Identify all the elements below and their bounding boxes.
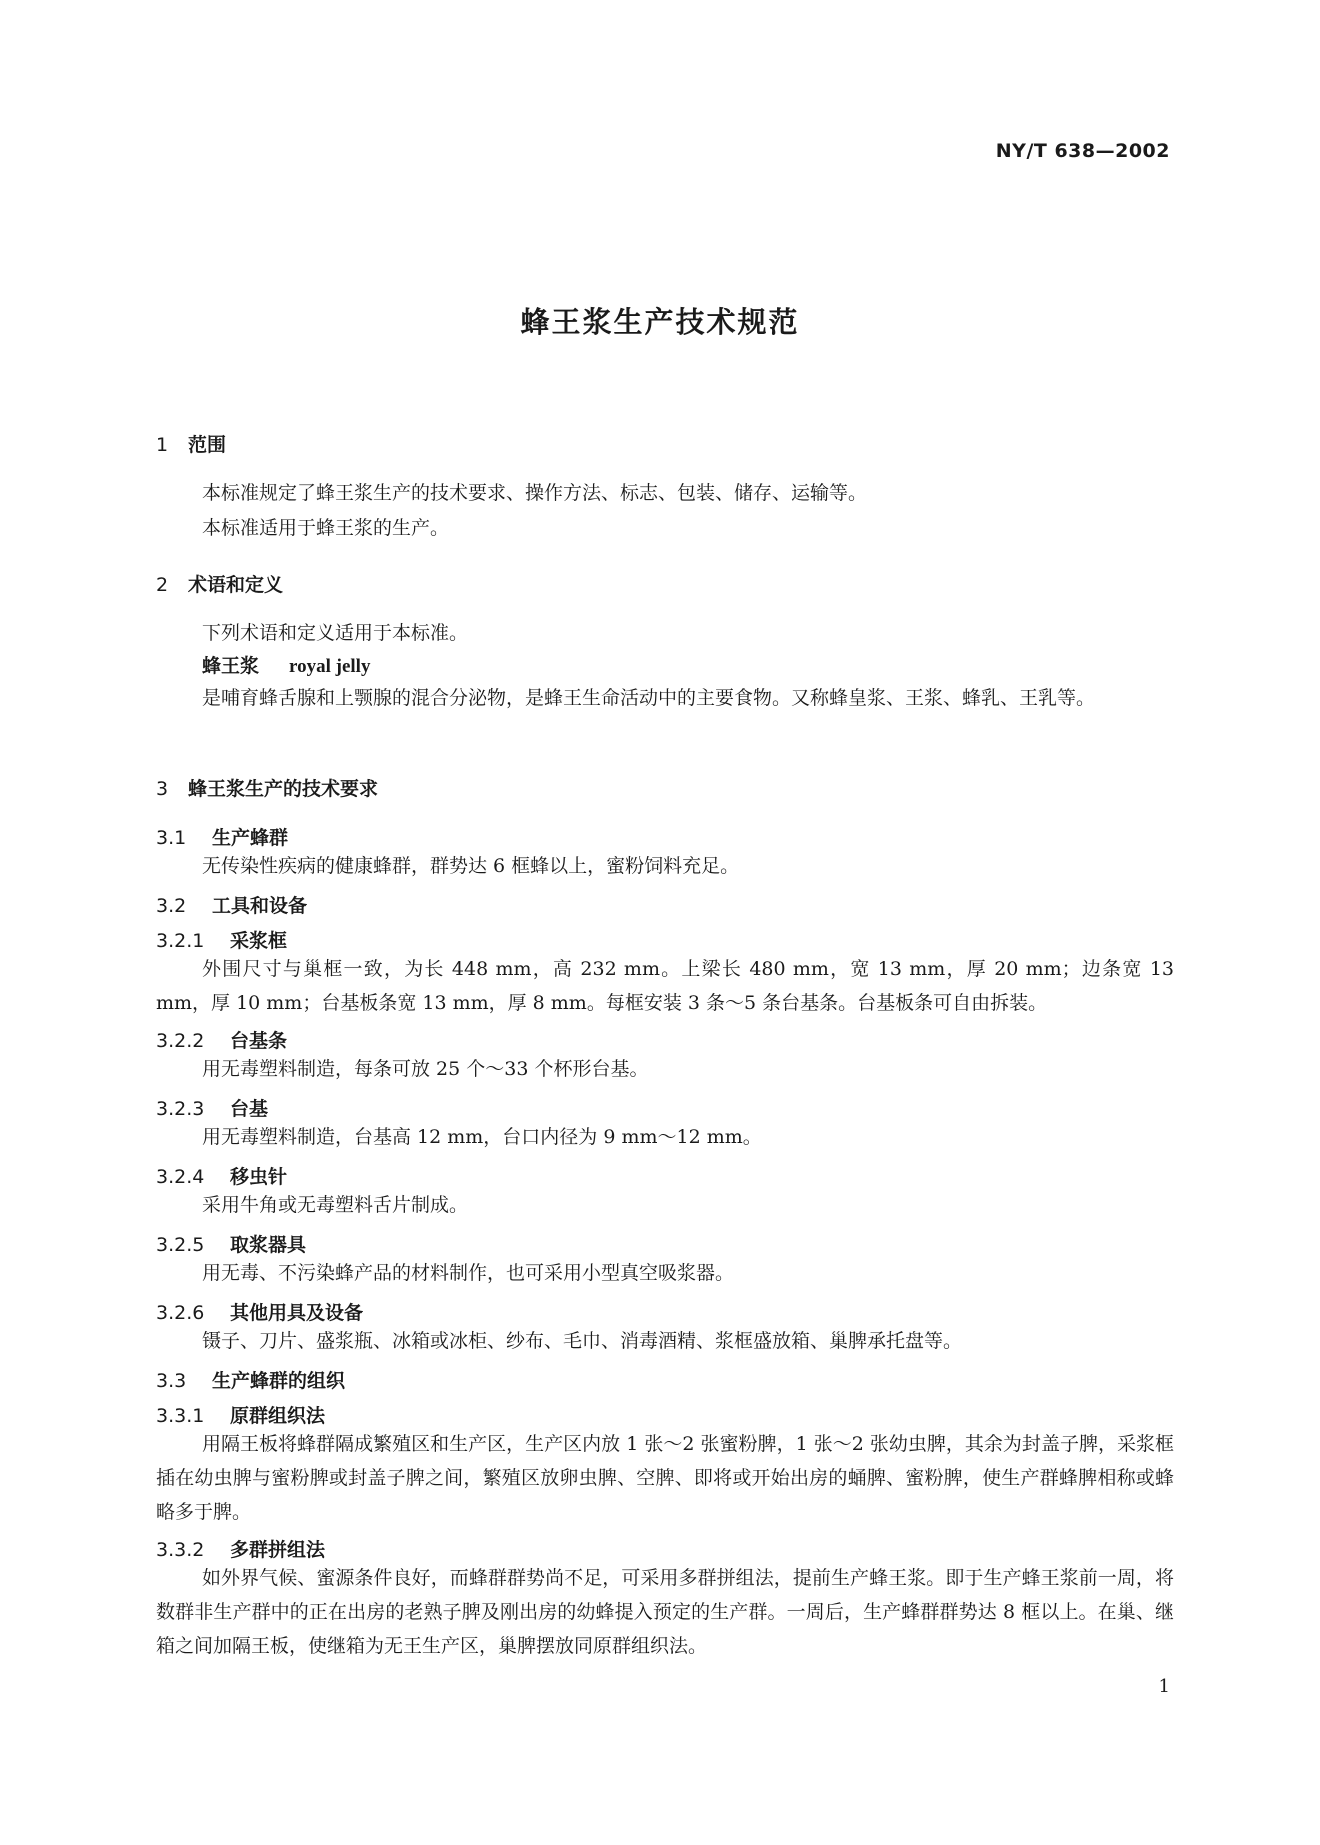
section-3-2-heading	[156, 891, 307, 918]
section-title: 工具和设备	[212, 895, 308, 917]
section-number: 3.2.1	[156, 930, 205, 952]
section-3-2-6-heading	[156, 1298, 363, 1325]
section-title: 术语和定义	[188, 574, 284, 596]
section-number: 3.1	[156, 827, 187, 849]
standard-code: NY/T 638—2002	[995, 140, 1170, 162]
section-2-heading	[156, 570, 283, 597]
section-number: 3.2	[156, 895, 187, 917]
section-number: 1	[156, 434, 169, 456]
section-number: 3.2.2	[156, 1030, 205, 1052]
section-title: 移虫针	[230, 1166, 288, 1188]
section-3-3-1-heading	[156, 1401, 325, 1428]
section-title: 多群拼组法	[230, 1539, 326, 1561]
paragraph: 本标准规定了蜂王浆生产的技术要求、操作方法、标志、包装、储存、运输等。	[202, 482, 868, 504]
section-1-heading	[156, 430, 226, 457]
section-title: 生产蜂群	[212, 827, 289, 849]
section-3-2-4-heading	[156, 1162, 287, 1189]
section-title: 原群组织法	[230, 1405, 326, 1427]
section-title: 采浆框	[230, 930, 288, 952]
paragraph: 用无毒塑料制造，台基高 12 mm，台口内径为 9 mm～12 mm。	[202, 1126, 762, 1148]
section-title: 范围	[188, 434, 227, 456]
document-title: 蜂王浆生产技术规范	[520, 305, 800, 339]
section-3-2-3-heading	[156, 1094, 268, 1121]
section-3-2-5-heading	[156, 1230, 306, 1257]
section-title: 生产蜂群的组织	[212, 1370, 346, 1392]
section-3-2-2-heading	[156, 1026, 287, 1053]
paragraph: 下列术语和定义适用于本标准。	[202, 622, 469, 644]
section-number: 3	[156, 778, 169, 800]
paragraph: 用无毒塑料制造，每条可放 25 个～33 个杯形台基。	[202, 1058, 649, 1080]
term-definition: 是哺育蜂舌腺和上颚腺的混合分泌物，是蜂王生命活动中的主要食物。又称蜂皇浆、王浆、蜂乳、王乳等。	[202, 687, 1096, 709]
section-title: 取浆器具	[230, 1234, 307, 1256]
section-number: 3.2.5	[156, 1234, 205, 1256]
paragraph: 镊子、刀片、盛浆瓶、冰箱或冰柜、纱布、毛巾、消毒酒精、浆框盛放箱、巢脾承托盘等。	[202, 1330, 963, 1352]
section-title: 蜂王浆生产的技术要求	[188, 778, 379, 800]
paragraph: 本标准适用于蜂王浆的生产。	[202, 517, 450, 539]
section-number: 2	[156, 574, 169, 596]
section-title: 台基	[230, 1098, 269, 1120]
section-number: 3.3	[156, 1370, 187, 1392]
paragraph: 无传染性疾病的健康蜂群，群势达 6 框蜂以上，蜜粉饲料充足。	[202, 855, 740, 877]
paragraph: 用无毒、不污染蜂产品的材料制作，也可采用小型真空吸浆器。	[202, 1262, 735, 1284]
section-number: 3.3.1	[156, 1405, 205, 1427]
term-english: royal jelly	[289, 656, 371, 677]
section-3-3-heading	[156, 1366, 345, 1393]
section-3-2-1-heading	[156, 926, 287, 953]
section-number: 3.2.3	[156, 1098, 205, 1120]
section-3-1-heading	[156, 823, 288, 850]
section-number: 3.3.2	[156, 1539, 205, 1561]
section-number: 3.2.6	[156, 1302, 205, 1324]
page-number: 1	[1158, 1676, 1170, 1697]
section-title: 台基条	[230, 1030, 288, 1052]
paragraph: 用隔王板将蜂群隔成繁殖区和生产区，生产区内放 1 张～2 张蜜粉脾，1 张～2 张幼虫脾，其余为封盖子脾，采浆框插在幼虫脾与蜜粉脾或封盖子脾之间，繁殖区放卵虫脾、空脾、即将或开始出房的蛹脾、蜜粉脾，使生产群蜂脾相称或蜂略多于脾。	[156, 1433, 1174, 1523]
paragraph: 如外界气候、蜜源条件良好，而蜂群群势尚不足，可采用多群拼组法，提前生产蜂王浆。即于生产蜂王浆前一周，将数群非生产群中的正在出房的老熟子脾及刚出房的幼蜂提入预定的生产群。一周后，生产蜂群群势达 8 框以上。在巢、继箱之间加隔王板，使继箱为无王生产区，巢脾摆放同原群组织法。	[156, 1567, 1174, 1657]
section-number: 3.2.4	[156, 1166, 205, 1188]
paragraph: 采用牛角或无毒塑料舌片制成。	[202, 1194, 469, 1216]
term-chinese: 蜂王浆	[202, 655, 260, 677]
section-title: 其他用具及设备	[230, 1302, 364, 1324]
section-3-heading	[156, 774, 378, 801]
section-3-3-2-heading	[156, 1535, 325, 1562]
term-entry	[202, 651, 370, 678]
paragraph: 外围尺寸与巢框一致，为长 448 mm，高 232 mm。上梁长 480 mm，宽 13 mm，厚 20 mm；边条宽 13 mm，厚 10 mm；台基板条宽 13 mm，厚 8 mm。每框安装 3 条～5 条台基条。台基板条可自由拆装。	[156, 958, 1174, 1014]
